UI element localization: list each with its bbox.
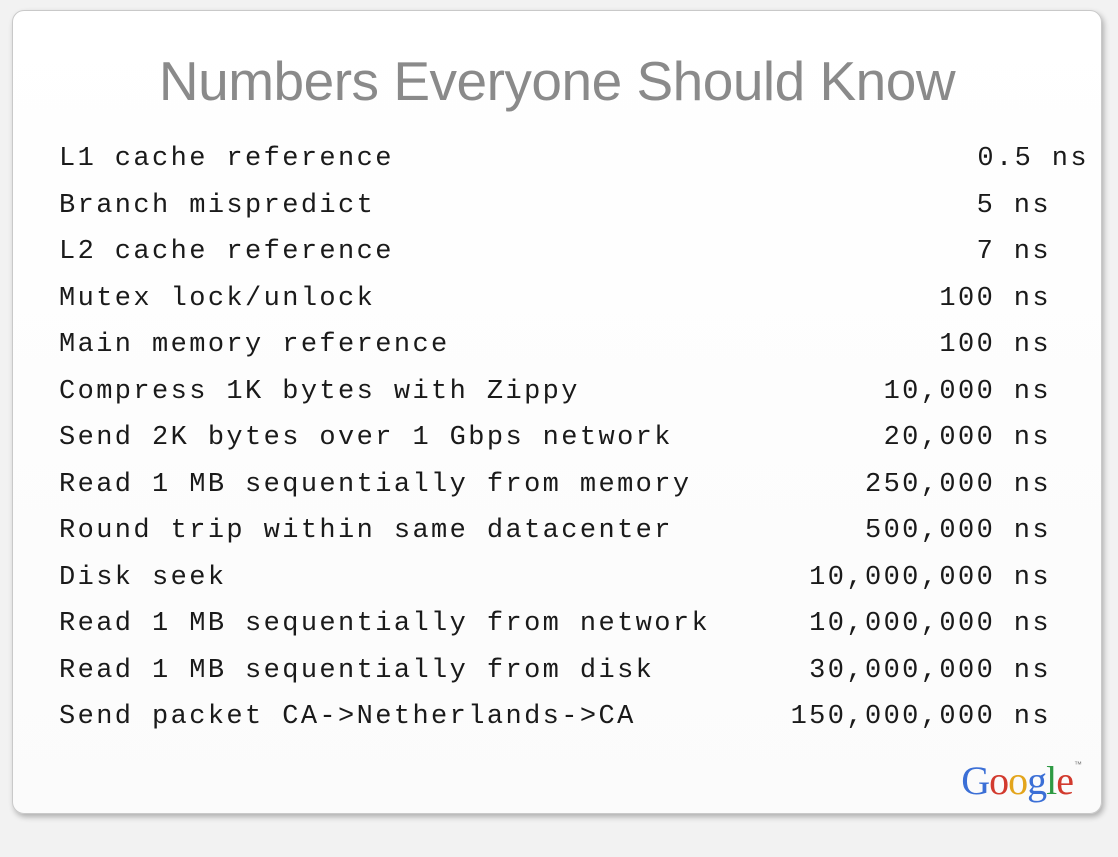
row-value: 0.5 ns xyxy=(977,144,1089,174)
table-row xyxy=(59,372,1089,419)
logo-letter: e xyxy=(1056,758,1073,803)
google-logo xyxy=(961,758,1081,803)
row-value: 150,000,000 ns xyxy=(790,702,1051,732)
row-value: 30,000,000 ns xyxy=(809,655,1051,686)
row-label: Read 1 MB sequentially from memory xyxy=(59,469,692,500)
table-row xyxy=(59,279,1089,326)
table-row xyxy=(59,139,1089,186)
trademark-symbol: ™ xyxy=(1074,760,1081,769)
row-value: 5 ns xyxy=(976,190,1051,221)
logo-letter: o xyxy=(989,758,1009,803)
table-row xyxy=(59,325,1089,372)
row-label: Branch mispredict xyxy=(59,190,376,221)
row-value: 10,000,000 ns xyxy=(809,562,1051,593)
logo-letter: l xyxy=(1046,758,1057,803)
row-label: Compress 1K bytes with Zippy xyxy=(59,376,580,407)
logo-letter: G xyxy=(961,758,990,803)
row-label: Main memory reference xyxy=(59,330,450,360)
row-value: 100 ns xyxy=(939,283,1051,314)
row-label: L2 cache reference xyxy=(59,237,394,267)
row-value: 100 ns xyxy=(939,330,1051,360)
row-value: 20,000 ns xyxy=(883,423,1051,453)
table-row xyxy=(59,232,1089,279)
row-value: 7 ns xyxy=(976,237,1051,267)
row-label: L1 cache reference xyxy=(59,144,394,174)
row-value: 10,000 ns xyxy=(883,376,1051,407)
row-value: 10,000,000 ns xyxy=(809,609,1051,639)
row-label: Read 1 MB sequentially from network xyxy=(59,609,711,639)
row-value: 250,000 ns xyxy=(864,469,1051,500)
slide xyxy=(12,10,1102,814)
row-label: Round trip within same datacenter xyxy=(59,516,673,546)
slide-title: Numbers Everyone Should Know xyxy=(158,50,956,112)
logo-letter: o xyxy=(1008,758,1028,803)
table-row xyxy=(59,558,1089,605)
table-row xyxy=(59,604,1089,651)
table-row xyxy=(59,651,1089,698)
table-row xyxy=(59,186,1089,233)
logo-letter: g xyxy=(1027,758,1047,803)
table-row xyxy=(59,511,1089,558)
row-value: 500,000 ns xyxy=(864,516,1051,546)
row-label: Send 2K bytes over 1 Gbps network xyxy=(59,423,673,453)
row-label: Mutex lock/unlock xyxy=(59,283,376,314)
table-row xyxy=(59,465,1089,512)
latency-table xyxy=(59,139,1089,744)
row-label: Disk seek xyxy=(59,562,227,593)
row-label: Send packet CA->Netherlands->CA xyxy=(59,702,636,732)
table-row xyxy=(59,418,1089,465)
row-label: Read 1 MB sequentially from disk xyxy=(59,655,655,686)
table-row xyxy=(59,697,1089,744)
